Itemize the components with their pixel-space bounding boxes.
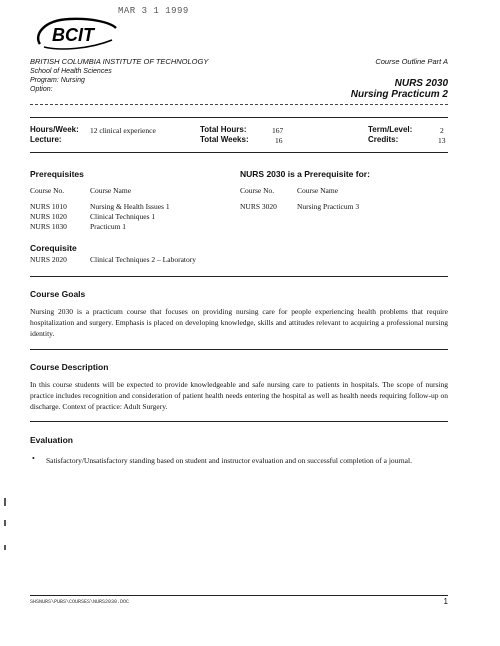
description-divider	[30, 421, 448, 422]
evaluation-item-1: Satisfactory/Unsatisfactory standing based on student and instructor evaluation and on successful completion of a journal.	[46, 456, 412, 465]
prereq-col-name: Course Name	[90, 186, 132, 195]
goals-text: Nursing 2030 is a practicum course that focuses on providing nursing care for people experiencing health problems that require hospitalization and surgery. Emphasis is placed on developing knowledge, skills and attitudes relevant to acquiring a professional nursing identity.	[30, 307, 448, 338]
total-weeks-value: 16	[275, 136, 283, 145]
credits-value: 13	[438, 136, 446, 145]
school-name: School of Health Sciences	[30, 68, 112, 75]
description-heading: Course Description	[30, 362, 109, 372]
prereq-row-2-name: Clinical Techniques 1	[90, 212, 156, 221]
prereq-for-col-name: Course Name	[297, 186, 339, 195]
received-stamp: MAR 3 1 1999	[118, 6, 189, 16]
goals-heading: Course Goals	[30, 289, 86, 299]
term-label: Term/Level:	[368, 125, 413, 134]
prereq-for-row-1-name: Nursing Practicum 3	[297, 202, 360, 211]
prereq-col-no: Course No.	[30, 186, 65, 195]
corequisite-no: NURS 2020	[30, 255, 67, 264]
prerequisites-heading: Prerequisites	[30, 169, 84, 179]
margin-mark	[4, 498, 6, 506]
evaluation-heading: Evaluation	[30, 435, 73, 445]
lecture-label: Lecture:	[30, 135, 62, 144]
bcit-logo-graphic	[30, 14, 122, 54]
prereq-row-1-no: NURS 1010	[30, 202, 67, 211]
institution-name: BRITISH COLUMBIA INSTITUTE OF TECHNOLOGY	[30, 57, 209, 66]
total-hours-value: 167	[272, 126, 284, 135]
prereq-divider	[30, 276, 448, 277]
course-code: NURS 2030	[394, 78, 448, 89]
term-value: 2	[440, 126, 444, 135]
footer-path: SHSNURS\PUBS\COURSES\NURS2030.DOC	[30, 599, 130, 605]
header-divider-2	[30, 117, 448, 118]
total-hours-label: Total Hours:	[200, 125, 247, 134]
page-number: 1	[443, 597, 448, 606]
description-text: In this course students will be expected to provide knowledgeable and safe nursing care to patients in hospitals. The scope of nursing practice includes recognition and consideration of patient health needs entering the hospital as well as health needs requiring follow-up on discharge. Context of practice: Adult Surgery.	[30, 380, 448, 411]
course-title: Nursing Practicum 2	[350, 89, 448, 100]
evaluation-bullet-icon: •	[32, 454, 35, 463]
summary-divider	[30, 152, 448, 153]
corequisite-heading: Corequisite	[30, 243, 77, 253]
corequisite-name: Clinical Techniques 2 – Laboratory	[90, 255, 196, 264]
program-name: Program: Nursing	[30, 77, 85, 84]
margin-mark	[4, 520, 6, 526]
header-divider	[30, 104, 448, 105]
bcit-logo	[30, 14, 122, 54]
prereq-for-heading: NURS 2030 is a Prerequisite for:	[240, 169, 370, 179]
prereq-row-3-name: Practicum 1	[90, 222, 127, 231]
margin-mark	[4, 545, 6, 550]
prereq-row-2-no: NURS 1020	[30, 212, 67, 221]
prereq-for-col-no: Course No.	[240, 186, 275, 195]
credits-label: Credits:	[368, 135, 399, 144]
logo-text: BCIT	[52, 25, 94, 45]
outline-label: Course Outline Part A	[375, 57, 448, 66]
prereq-row-3-no: NURS 1030	[30, 222, 67, 231]
hours-label: Hours/Week:	[30, 125, 79, 134]
option-label: Option:	[30, 86, 53, 93]
prereq-row-1-name: Nursing & Health Issues 1	[90, 202, 170, 211]
footer-divider	[30, 595, 448, 596]
hours-value: 12 clinical experience	[90, 126, 156, 135]
total-weeks-label: Total Weeks:	[200, 135, 249, 144]
goals-divider	[30, 349, 448, 350]
prereq-for-row-1-no: NURS 3020	[240, 202, 277, 211]
